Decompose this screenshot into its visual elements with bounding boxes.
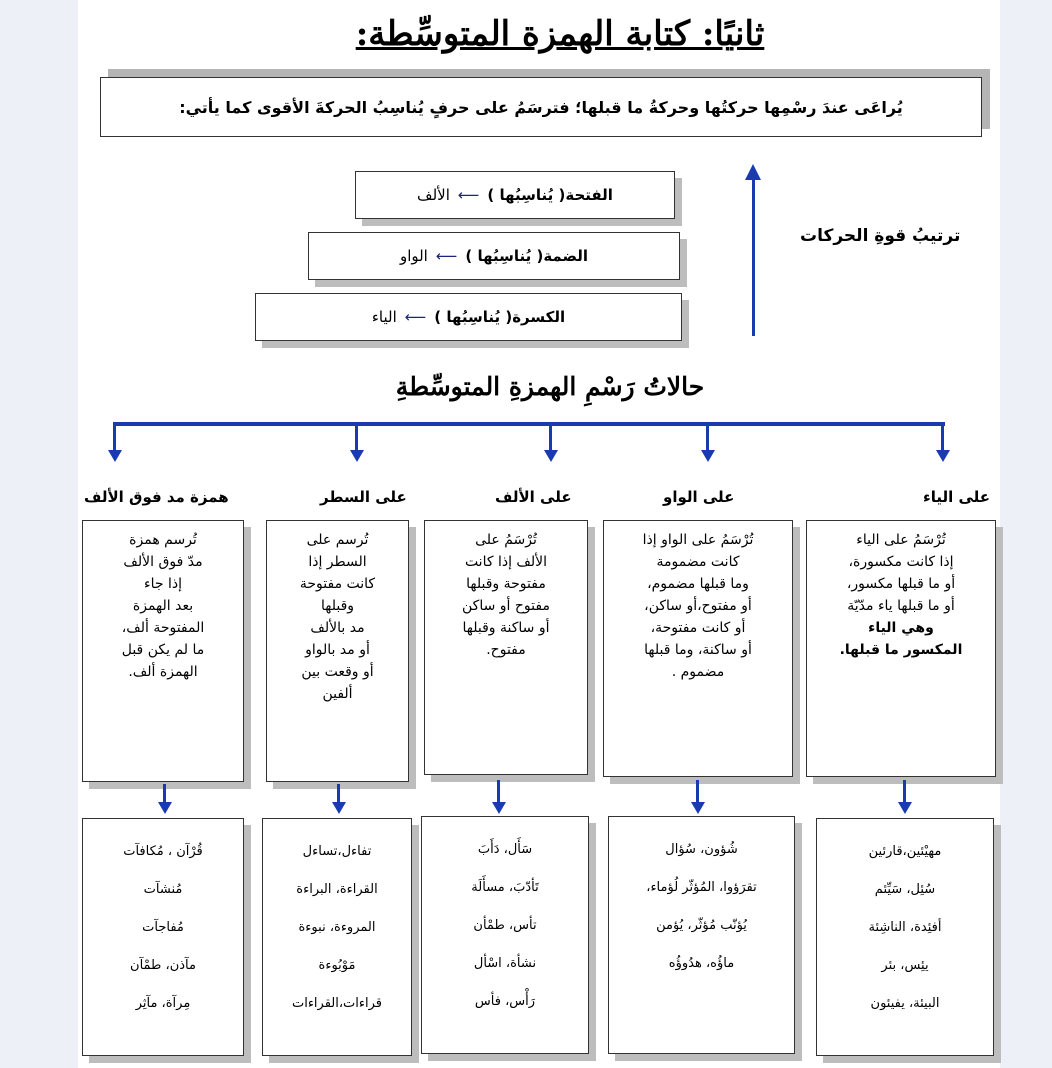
rank-fatha xyxy=(355,171,675,219)
rule-line: مضموم . xyxy=(671,664,725,680)
cases-title: حالاتُ رَسْمِ الهمزةِ المتوسِّطةِ xyxy=(395,372,705,401)
example-line: ماؤُه، هدُوؤُه xyxy=(668,956,735,971)
heading-ya: على الياء xyxy=(923,488,990,506)
rule-box-alif xyxy=(424,520,588,775)
example-line: تأس، طمْأن xyxy=(473,918,537,933)
down-arrow-icon xyxy=(108,450,122,462)
example-line: مآذن، طمْآن xyxy=(130,958,196,973)
rule-line: المكسور ما قبلها. xyxy=(839,642,963,658)
rank-letter: الألف xyxy=(417,186,450,204)
rule-line: أو ساكنة، وما قبلها xyxy=(644,642,752,658)
rule-line: أو وقعت بين xyxy=(301,664,374,680)
rule-line: أو كانت مفتوحة، xyxy=(650,620,746,636)
rule-line: ألفين xyxy=(322,686,353,702)
example-line: مُنشآت xyxy=(143,882,183,897)
rule-line: بعد الهمزة xyxy=(132,598,194,614)
rule-line: أو مفتوح،أو ساكن، xyxy=(644,598,752,614)
rule-line: مدّ فوق الألف xyxy=(123,554,203,570)
rule-line: السطر إذا xyxy=(308,554,367,570)
example-line: المروءة، نبوءة xyxy=(298,920,376,935)
rank-damma xyxy=(308,232,680,280)
rule-line: مفتوحة وقبلها xyxy=(466,576,546,592)
down-arrow-icon xyxy=(691,802,705,814)
rule-line: تُرْسَمُ على xyxy=(475,532,537,548)
rule-line: أو مد بالواو xyxy=(305,642,370,658)
up-arrow-icon xyxy=(745,164,761,180)
down-arrow-icon xyxy=(350,450,364,462)
rank-vowel: الفتحة( يُناسِبُها ) xyxy=(487,186,613,204)
examples-box-madd xyxy=(82,818,244,1056)
example-line: شُؤون، سُؤال xyxy=(665,842,738,857)
examples-box-waw xyxy=(608,816,795,1054)
rule-box-waw xyxy=(603,520,793,777)
rule-line: مد بالألف xyxy=(310,620,365,636)
examples-box-ya xyxy=(816,818,994,1056)
example-line: مَوْبُوءة xyxy=(318,958,356,973)
example-line: سَأَل، دَأَبَ xyxy=(477,842,533,857)
example-line: مهيْئين،قارئين xyxy=(868,844,942,859)
intro-text: يُراعَى عندَ رسْمِها حركتُها وحركةُ ما قبلها؛ فترسَمُ على حرفٍ يُناسِبُ الحركةَ الأقوى كما يأتي: xyxy=(179,97,903,117)
down-arrow-icon xyxy=(492,802,506,814)
rule-line: تُرْسَمُ على الواو إذا xyxy=(642,532,754,548)
example-line: تقرَؤوا، المُؤثّر لُؤماء، xyxy=(646,880,757,895)
rule-line: كانت مفتوحة xyxy=(299,576,376,592)
rank-vowel: الضمة( يُناسِبُها ) xyxy=(465,247,589,265)
rule-box-ya xyxy=(806,520,996,777)
example-line: يُؤنّب مُؤثّر، يُؤمن xyxy=(656,918,747,933)
rule-line: وقبلها xyxy=(320,598,355,614)
heading-waw: على الواو xyxy=(663,488,735,506)
left-arrow-icon: ⟵ xyxy=(435,247,458,265)
intro-box xyxy=(100,77,982,137)
example-line: مِرآة، مآثِر xyxy=(135,996,191,1011)
example-line: تَأدّبَ، مسأَلَة xyxy=(471,880,539,895)
rule-line: ما لم يكن قبل xyxy=(121,642,205,658)
rank-vowel: الكسرة( يُناسِبُها ) xyxy=(434,308,566,326)
ranking-label: ترتيبُ قوةِ الحركات xyxy=(800,226,961,246)
rule-line: تُرْسَمُ على الياء xyxy=(856,532,946,548)
rule-line: وما قبلها مضموم، xyxy=(647,576,749,592)
rule-line: إذا كانت مكسورة، xyxy=(848,554,954,570)
heading-line: على السطر xyxy=(320,488,407,506)
rule-line: مفتوح. xyxy=(486,642,526,658)
example-line: القراءة، البراءة xyxy=(296,882,378,897)
rule-line: المفتوحة ألف، xyxy=(121,620,205,636)
rule-line: الهمزة ألف. xyxy=(128,664,198,680)
example-line: تفاءل،تساءل xyxy=(302,844,372,859)
rank-letter: الواو xyxy=(399,247,428,265)
example-line: قُرْآن ، مُكافآت xyxy=(123,844,203,859)
down-arrow-icon xyxy=(332,802,346,814)
heading-madd: همزة مد فوق الألف xyxy=(84,488,229,506)
down-arrow-icon xyxy=(158,802,172,814)
examples-box-alif xyxy=(421,816,589,1054)
example-line: البيئة، يفيئون xyxy=(870,996,940,1011)
rule-line: الألف إذا كانت xyxy=(464,554,548,570)
example-line: مُفاجآت xyxy=(142,920,184,935)
examples-box-line xyxy=(262,818,412,1056)
connector-bar xyxy=(113,422,945,426)
down-arrow-icon xyxy=(544,450,558,462)
rule-line: أو ما قبلها مكسور، xyxy=(846,576,956,592)
rule-line: تُرسم على xyxy=(306,532,369,548)
example-line: رَأْس، فأس xyxy=(474,994,536,1009)
down-arrow-icon xyxy=(701,450,715,462)
rule-line: أو ما قبلها ياء مدّيّة xyxy=(847,598,955,614)
heading-alif: على الألف xyxy=(495,488,572,506)
rule-line: مفتوح أو ساكن xyxy=(462,598,550,614)
rank-letter: الياء xyxy=(371,308,397,326)
left-arrow-icon: ⟵ xyxy=(457,186,480,204)
rule-line: أو ساكنة وقبلها xyxy=(462,620,550,636)
example-line: نشأة، اسْأل xyxy=(473,956,537,971)
rule-line: إذا جاء xyxy=(144,576,182,592)
rule-line: وهي الياء xyxy=(868,620,934,636)
left-arrow-icon: ⟵ xyxy=(404,308,427,326)
page-title: ثانيًا: كتابة الهمزة المتوسِّطة: xyxy=(355,14,765,54)
rule-line: كانت مضمومة xyxy=(656,554,740,570)
example-line: قراءات،القراءات xyxy=(291,996,383,1011)
example-line: يئِس، بئر xyxy=(881,958,929,973)
rule-line: تُرسم همزة xyxy=(129,532,197,548)
strength-arrow-shaft xyxy=(752,178,755,336)
example-line: سُئِل، سَيِّئم xyxy=(874,882,936,897)
rule-box-line xyxy=(266,520,409,782)
rank-kasra xyxy=(255,293,682,341)
rule-box-madd xyxy=(82,520,244,782)
down-arrow-icon xyxy=(898,802,912,814)
example-line: أفئِدة، الناشِئة xyxy=(868,920,942,935)
down-arrow-icon xyxy=(936,450,950,462)
